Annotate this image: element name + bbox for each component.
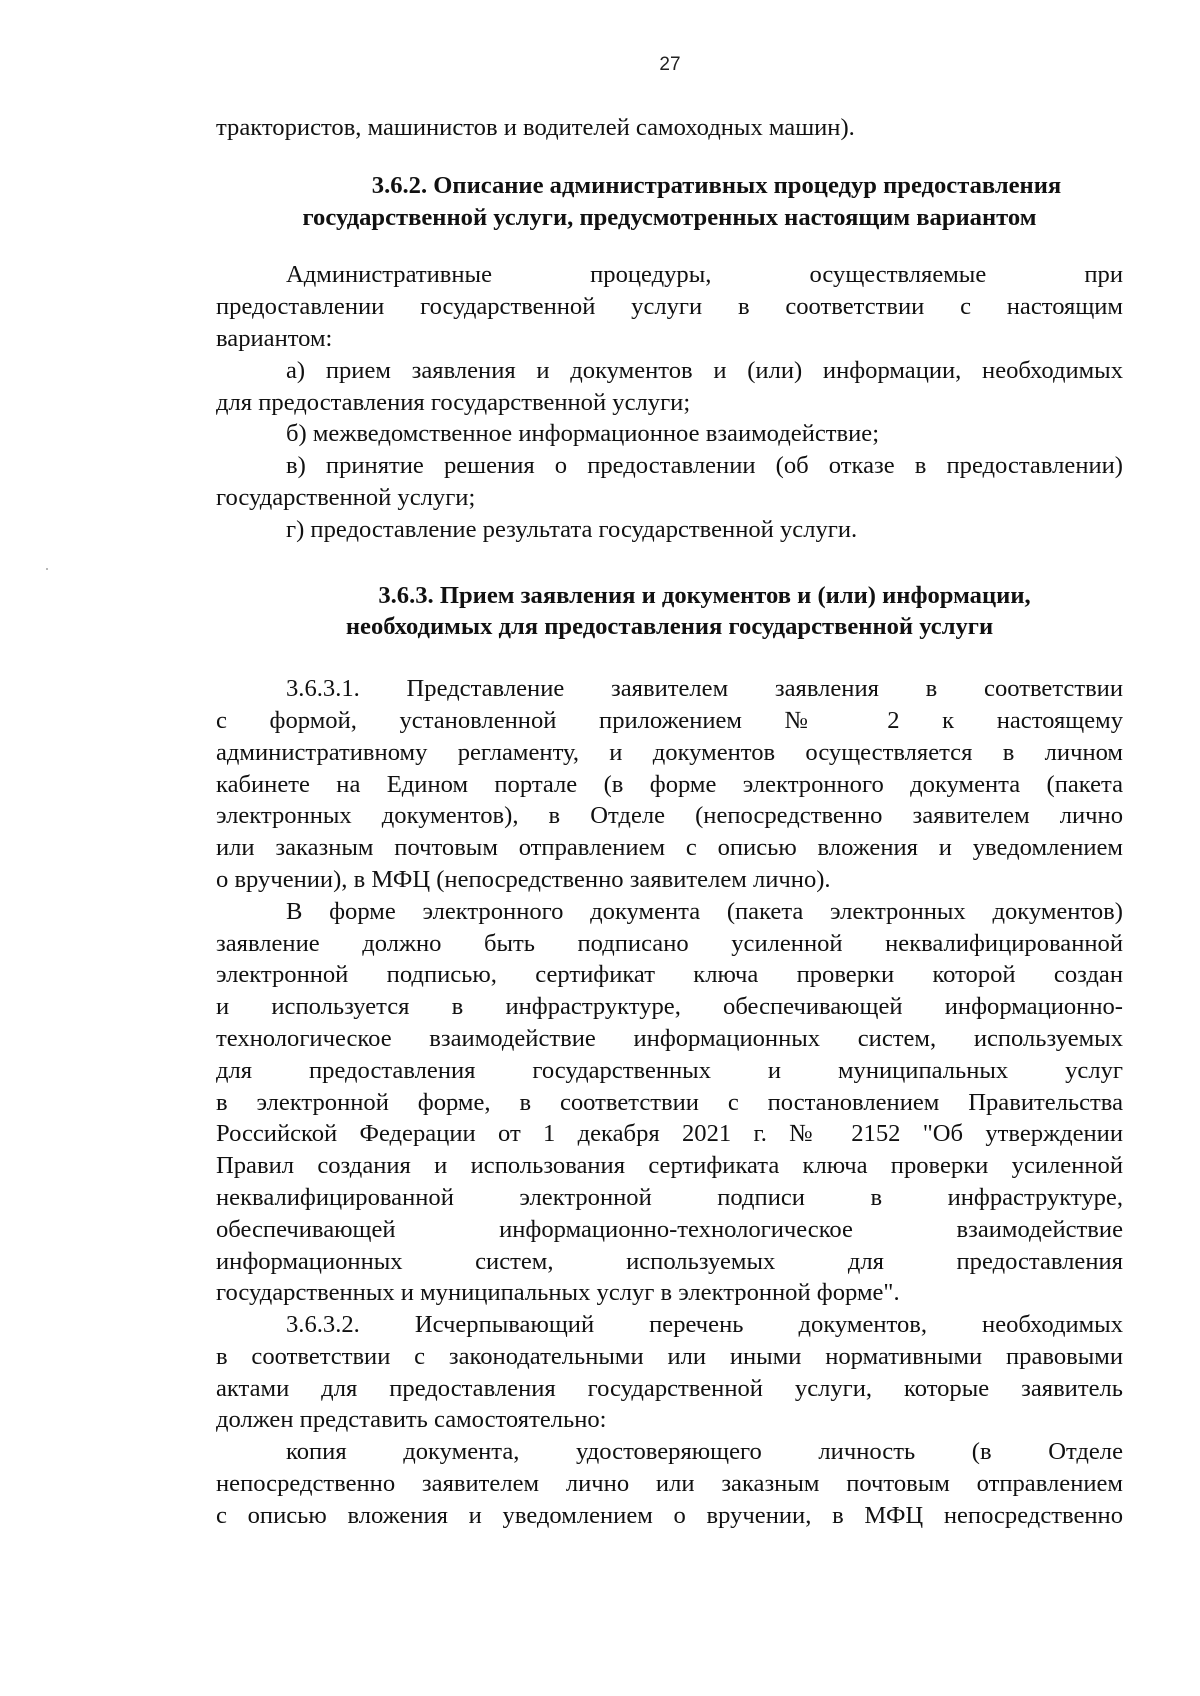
heading-line: 3.6.3. Прием заявления и документов и (или) информации, [378,581,1031,609]
text-line: кабинете на Едином портале (в форме электронного документа (пакета [216,770,1123,798]
text-line: 3.6.3.1. Представление заявителем заявления в соответствии [286,675,1123,703]
text-line: и используется в инфраструктуре, обеспечивающей информационно- [216,993,1123,1021]
text-line: Административные процедуры, осуществляемые при [286,261,1123,289]
scan-artifact [46,568,48,570]
heading-line: необходимых для предоставления государственной услуги [345,613,994,641]
text-line: электронной подписью, сертификат ключа проверки которой создан [216,961,1123,989]
paragraph-continuation [216,112,1123,144]
paragraph-3-6-3-2 [216,1309,1123,1436]
heading-line: 3.6.2. Описание административных процедур предоставления [371,171,1062,199]
text-line: обеспечивающей информационно-технологическое взаимодействие [216,1215,1123,1243]
list-item-g: г) предоставление результата государственной услуги. [286,515,858,543]
text-line: с формой, установленной приложением № 2 к настоящему [216,706,1123,734]
heading-line: государственной услуги, предусмотренных настоящим вариантом [302,203,1037,231]
text-line: электронных документов), в Отделе (непосредственно заявителем лично [216,802,1123,830]
paragraph-procedures [216,259,1123,545]
text-line: с описью вложения и уведомлением о вручении, в МФЦ непосредственно [216,1501,1123,1529]
text-line: административному регламенту, и документов осуществляется в личном [216,738,1123,766]
text-line: должен представить самостоятельно: [216,1406,607,1434]
text-line: актами для предоставления государственной услуги, которые заявитель [216,1374,1123,1402]
text-line: заявление должно быть подписано усиленной неквалифицированной [216,929,1123,957]
list-item-v: в) принятие решения о предоставлении (об отказе в предоставлении) [286,452,1123,480]
text-line: для предоставления государственной услуги; [216,388,691,416]
text-line: о вручении), в МФЦ (непосредственно заявителем лично). [216,865,831,893]
paragraph-3-6-3-1 [216,673,1123,896]
text-line: вариантом: [216,324,333,352]
document-body [216,112,1123,1532]
text-line: информационных систем, используемых для предоставления [216,1247,1123,1275]
text-line: копия документа, удостоверяющего личность (в Отделе [286,1438,1123,1466]
text-line: Правил создания и использования сертификата ключа проверки усиленной [216,1152,1123,1180]
section-heading-3-6-3 [216,580,1123,644]
text-line: или заказным почтовым отправлением с описью вложения и уведомлением [216,834,1123,862]
text-line: в соответствии с законодательными или иными нормативными правовыми [216,1342,1123,1370]
paragraph-id-copy [216,1436,1123,1531]
text-line: В форме электронного документа (пакета электронных документов) [286,897,1123,925]
list-item-b: б) межведомственное информационное взаимодействие; [286,420,880,448]
text-line: для предоставления государственных и муниципальных услуг [216,1056,1123,1084]
text-line: 3.6.3.2. Исчерпывающий перечень документов, необходимых [286,1311,1123,1339]
text-line: Российской Федерации от 1 декабря 2021 г. № 2152 "Об утверждении [216,1120,1123,1148]
text-line: непосредственно заявителем лично или заказным почтовым отправлением [216,1470,1123,1498]
list-item-a: а) прием заявления и документов и (или) информации, необходимых [286,356,1123,384]
page-number: 27 [659,54,681,75]
section-heading-3-6-2 [216,170,1123,234]
text-line: технологическое взаимодействие информационных систем, используемых [216,1024,1123,1052]
text-line: государственной услуги; [216,483,476,511]
text-line: в электронной форме, в соответствии с постановлением Правительства [216,1088,1123,1116]
text-line: неквалифицированной электронной подписи в инфраструктуре, [216,1183,1123,1211]
text-line: государственных и муниципальных услуг в электронной форме". [216,1279,900,1307]
text-line: трактористов, машинистов и водителей самоходных машин). [216,114,855,141]
paragraph-electronic-form [216,896,1123,1309]
text-line: предоставлении государственной услуги в соответствии с настоящим [216,293,1123,321]
